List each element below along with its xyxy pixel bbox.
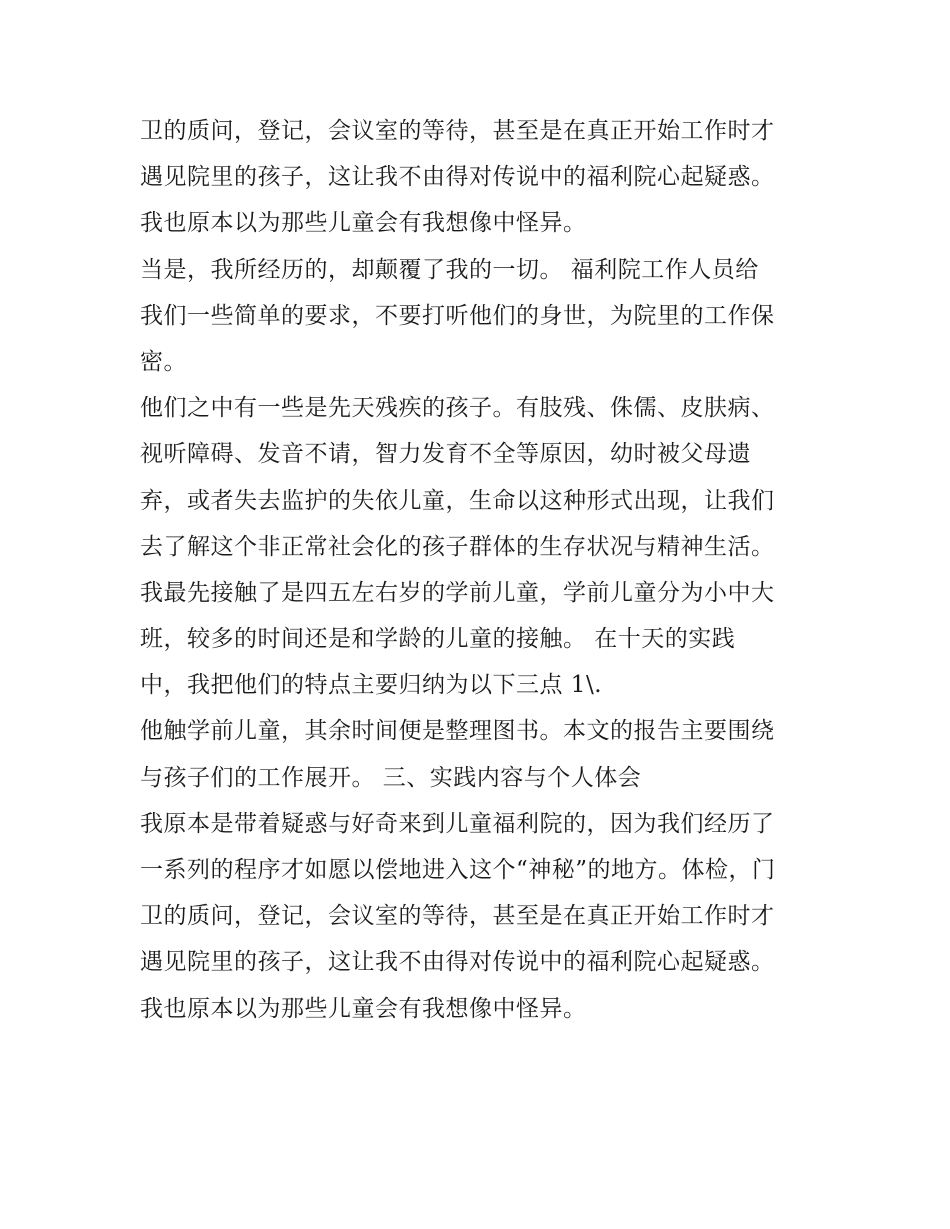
- text-line: 我也原本以为那些儿童会有我想像中怪异。: [140, 210, 587, 237]
- text-line: 弃，或者失去监护的失依儿童，生命以这种形式出现，让我们: [140, 487, 775, 514]
- text-line: 与孩子们的工作展开。 三、实践内容与个人体会: [140, 764, 642, 791]
- text-line: 我也原本以为那些儿童会有我想像中怪异。: [140, 995, 587, 1022]
- text-line: 我最先接触了是四五左右岁的学前儿童，学前儿童分为小中大: [140, 579, 775, 606]
- text-line: 密。: [140, 348, 187, 375]
- text-line: 卫的质问，登记，会议室的等待，甚至是在真正开始工作时才: [140, 903, 775, 930]
- text-line: 卫的质问，登记，会议室的等待，甚至是在真正开始工作时才: [140, 118, 775, 144]
- text-line: 他们之中有一些是先天残疾的孩子。有肢残、侏儒、皮肤病、: [140, 395, 775, 422]
- text-line: 遇见院里的孩子，这让我不由得对传说中的福利院心起疑惑。: [140, 949, 775, 976]
- text-line: 当是，我所经历的，却颠覆了我的一切。 福利院工作人员给: [140, 256, 759, 283]
- text-line: 视听障碍、发音不请，智力发育不全等原因，幼时被父母遗: [140, 441, 751, 468]
- text-line: 我们一些简单的要求，不要打听他们的身世，为院里的工作保: [140, 302, 775, 329]
- text-line: 班，较多的时间还是和学龄的儿童的接触。 在十天的实践: [140, 626, 736, 653]
- text-line: 我原本是带着疑惑与好奇来到儿童福利院的，因为我们经历了: [140, 810, 775, 837]
- text-line: 遇见院里的孩子，这让我不由得对传说中的福利院心起疑惑。: [140, 164, 775, 191]
- text-line: 去了解这个非正常社会化的孩子群体的生存状况与精神生活。: [140, 533, 775, 560]
- text-line: 中，我把他们的特点主要归纳为以下三点 1\.: [140, 672, 603, 699]
- text-line: 一系列的程序才如愿以偿地进入这个“神秘”的地方。体检，门: [140, 857, 776, 883]
- text-line: 他触学前儿童，其余时间便是整理图书。本文的报告主要围绕: [140, 718, 775, 745]
- document-body: [140, 108, 830, 1032]
